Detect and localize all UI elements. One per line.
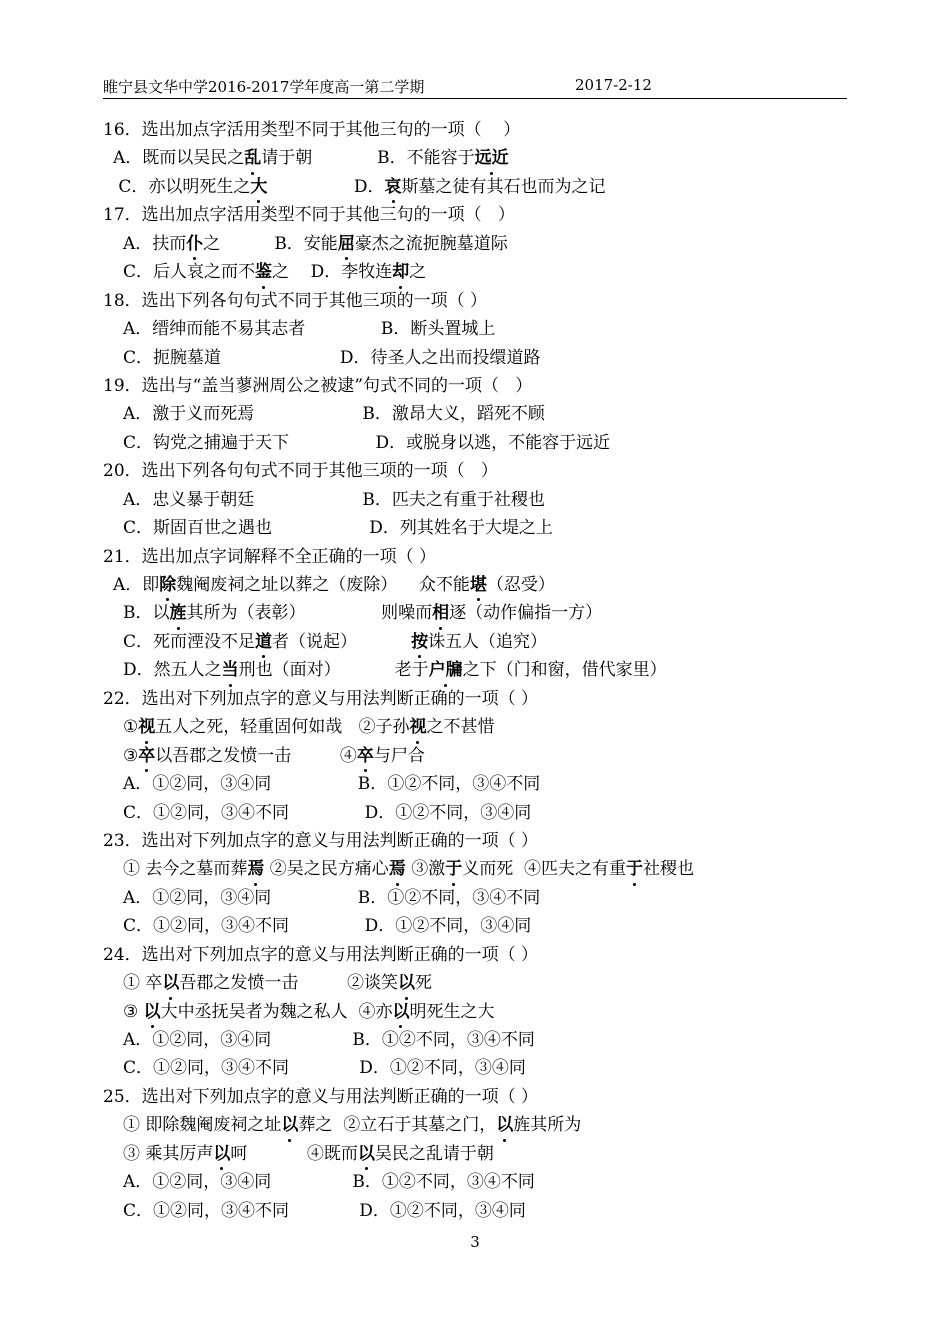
text-segment: 之 B．安能 <box>203 233 338 254</box>
text-segment: 葬之 ②立石于其墓之门， <box>298 1115 497 1136</box>
emphasized-char: 以 <box>144 998 161 1026</box>
text-segment: 大中丞抚吴者为魏之私人 ④亦 <box>160 1001 393 1022</box>
emphasized-char: 远近 <box>475 144 509 172</box>
emphasized-char: 以 <box>392 998 409 1026</box>
text-segment: 16．选出加点字活用类型不同于其他三句的一项（ ） <box>103 120 521 140</box>
text-segment: 17．选出加点字活用类型不同于其他三句的一项（ ） <box>103 205 515 226</box>
emphasized-char: 鉴 <box>255 258 272 286</box>
option-line <box>103 855 847 883</box>
option-line <box>103 514 847 542</box>
question-stem <box>103 941 847 969</box>
text-segment: A．扶而 <box>123 233 187 254</box>
text-segment: 24．选出对下列加点字的意义与用法判断正确的一项（ ） <box>103 944 539 965</box>
text-segment: 旌其所为 <box>513 1115 582 1136</box>
text-segment: C．①②同，③④不同 D．①②不同，③④同 <box>123 916 532 937</box>
emphasized-char: 焉 <box>247 855 264 883</box>
text-segment: C．钩党之捕遍于天下 D．或脱身以逃，不能容于远近 <box>123 432 611 453</box>
option-line <box>103 628 847 656</box>
header-school-term: 睢宁县文华中学2016-2017学年度高一第二学期 <box>103 78 425 96</box>
option-line <box>103 713 847 741</box>
option-line <box>103 1054 847 1082</box>
emphasized-char: 卒 <box>138 742 155 770</box>
emphasized-char: 卒 <box>357 742 374 770</box>
text-segment: 25．选出对下列加点字的意义与用法判断正确的一项（ ） <box>103 1086 539 1107</box>
text-segment: C．①②同，③④不同 D．①②不同，③④同 <box>123 1058 526 1079</box>
emphasized-char: 以 <box>496 1111 513 1139</box>
text-segment: 之 D．李牧连 <box>272 262 393 283</box>
emphasized-char: 道 <box>255 628 272 656</box>
text-segment: 豪杰之流扼腕墓道际 <box>354 233 508 254</box>
text-segment: ②吴之民方痛心 <box>264 859 389 880</box>
option-line <box>103 258 847 286</box>
emphasized-char: 屈 <box>338 230 355 258</box>
question-stem <box>103 372 847 400</box>
emphasized-char: 除 <box>159 571 176 599</box>
text-segment: 斯墓之徒有其石也而为之记 <box>401 176 606 197</box>
text-segment: 者（说起） <box>272 631 412 652</box>
emphasized-char: 户牖 <box>429 656 463 684</box>
text-segment: ① <box>123 717 139 738</box>
text-segment: ① 卒 <box>123 973 163 994</box>
text-segment: 魏阉废祠之址以葬之（废除） 众不能 <box>176 575 470 595</box>
question-stem <box>103 543 847 571</box>
text-segment: ③ 乘其厉声 <box>123 1143 214 1164</box>
question-stem <box>103 1083 847 1111</box>
question-stem <box>103 457 847 485</box>
option-line <box>103 344 847 372</box>
text-segment: 之下（门和窗，借代家里） <box>462 660 667 681</box>
emphasized-char: 哀 <box>385 173 402 201</box>
emphasized-char: 以 <box>281 1111 298 1139</box>
emphasized-char: 旌 <box>170 599 187 627</box>
text-segment: C．扼腕墓道 D．待圣人之出而投缳道路 <box>123 347 541 368</box>
text-segment: A．即 <box>113 575 160 595</box>
emphasized-char: 相 <box>432 599 449 627</box>
question-stem <box>103 287 847 315</box>
text-segment: C．后人哀之而不 <box>123 262 256 283</box>
question-stem <box>103 201 847 229</box>
page-header <box>103 76 847 99</box>
option-line <box>103 1140 847 1168</box>
option-line <box>103 144 847 172</box>
text-segment: 20．选出下列各句句式不同于其他三项的一项（ ） <box>103 461 498 482</box>
emphasized-char: 乱 <box>244 144 261 172</box>
text-segment: 吾郡之发愤一击 ②谈笑 <box>179 973 399 994</box>
emphasized-char: 于 <box>445 855 462 883</box>
question-stem <box>103 116 847 144</box>
emphasized-char: 以 <box>213 1140 230 1168</box>
text-segment: 之不甚惜 <box>426 717 495 738</box>
text-segment: ③激 <box>405 859 446 880</box>
option-line <box>103 742 847 770</box>
text-segment: 吴民之乱请于朝 <box>374 1143 494 1164</box>
question-stem <box>103 685 847 713</box>
text-segment: D． <box>267 176 385 197</box>
emphasized-char: 仆 <box>186 230 203 258</box>
text-segment: A．激于义而死焉 B．激昂大义，蹈死不顾 <box>123 404 545 425</box>
text-segment: 死 <box>415 973 433 994</box>
option-line <box>103 1026 847 1054</box>
text-segment: A．缙绅而能不易其志者 B．断头置城上 <box>123 319 496 340</box>
emphasized-char: 却 <box>392 258 409 286</box>
option-line <box>103 599 847 627</box>
emphasized-char: 以 <box>398 969 415 997</box>
question-list <box>103 116 847 1225</box>
option-line <box>103 1111 847 1139</box>
option-line <box>103 315 847 343</box>
emphasized-char: 当 <box>222 656 239 684</box>
question-stem <box>103 827 847 855</box>
header-date: 2017-2-12 <box>575 76 652 94</box>
text-segment: 其所为（表彰） 则噪而 <box>186 603 433 624</box>
text-segment: 义而死 ④匹夫之有重 <box>462 859 627 880</box>
text-segment: C．①②同，③④不同 D．①②不同，③④同 <box>123 802 532 823</box>
emphasized-char: 以 <box>162 969 179 997</box>
text-segment: ① 去今之墓而葬 <box>123 859 248 880</box>
text-segment: A．忠义暴于朝廷 B．匹夫之有重于社稷也 <box>123 489 545 510</box>
text-segment: A．①②同，③④同 B．①②不同，③④不同 <box>123 887 541 908</box>
text-segment: B．以 <box>123 603 170 624</box>
text-segment: 之 <box>409 262 427 283</box>
text-segment: A．①②同，③④同 B．①②不同，③④不同 <box>123 1172 535 1193</box>
emphasized-char: 视 <box>138 713 155 741</box>
emphasized-char: 于 <box>626 855 643 883</box>
text-segment: C．斯固百世之遇也 D．列其姓名于大堤之上 <box>123 518 553 539</box>
text-segment: D．然五人之 <box>123 660 222 681</box>
text-segment: （忍受） <box>486 575 555 595</box>
option-line <box>103 799 847 827</box>
text-segment: 18．选出下列各句句式不同于其他三项的一项（ ） <box>103 290 488 311</box>
option-line <box>103 656 847 684</box>
text-segment: ③ <box>123 1001 144 1022</box>
text-segment: 请于朝 B．不能容于 <box>261 148 475 169</box>
text-segment: 以吾郡之发愤一击 ④ <box>155 745 357 766</box>
emphasized-char: 按 <box>411 628 428 656</box>
text-segment: 23．选出对下列加点字的意义与用法判断正确的一项（ ） <box>103 830 539 851</box>
emphasized-char: 堪 <box>470 571 487 599</box>
text-segment: ③ <box>123 745 139 766</box>
text-segment: 刑也（面对） 老于 <box>238 660 429 681</box>
emphasized-char: 大 <box>250 173 267 201</box>
text-segment: 19．选出与“盖当蓼洲周公之被逮”句式不同的一项（ ） <box>103 375 533 396</box>
emphasized-char: 焉 <box>389 855 406 883</box>
emphasized-char: 视 <box>409 713 426 741</box>
text-segment: 呵 ④既而 <box>230 1143 358 1164</box>
option-line <box>103 173 847 201</box>
option-line <box>103 230 847 258</box>
text-segment: 与尸合 <box>373 745 425 766</box>
text-segment: 社稷也 <box>643 859 695 880</box>
text-segment: A．①②同，③④同 B．①②不同，③④不同 <box>123 1030 535 1050</box>
option-line <box>103 1168 847 1196</box>
option-line <box>103 770 847 798</box>
text-segment: C．死而湮没不足 <box>123 631 256 652</box>
text-segment: 21．选出加点字词解释不全正确的一项（ ） <box>103 546 437 567</box>
emphasized-char: 以 <box>358 1140 375 1168</box>
option-line <box>103 969 847 997</box>
page-number: 3 <box>470 1233 480 1251</box>
text-segment: C．亦以明死生之 <box>113 176 251 197</box>
text-segment: A．①②同，③④同 B．①②不同，③④不同 <box>123 774 541 795</box>
text-segment: C．①②同，③④不同 D．①②不同，③④同 <box>123 1200 526 1221</box>
option-line <box>103 1197 847 1225</box>
text-segment: 明死生之大 <box>409 1001 495 1022</box>
option-line <box>103 912 847 940</box>
text-segment: 诛五人（追究） <box>428 631 548 652</box>
text-segment: A．既而以吴民之 <box>113 148 245 169</box>
text-segment: 五人之死，轻重固何如哉 ②子孙 <box>155 717 410 738</box>
option-line <box>103 884 847 912</box>
text-segment: 逐（动作偏指一方） <box>449 603 603 624</box>
option-line <box>103 429 847 457</box>
text-segment: 22．选出对下列加点字的意义与用法判断正确的一项（ ） <box>103 688 539 709</box>
option-line <box>103 571 847 599</box>
text-segment: ① 即除魏阉废祠之址 <box>123 1115 282 1136</box>
option-line <box>103 998 847 1026</box>
option-line <box>103 486 847 514</box>
option-line <box>103 400 847 428</box>
